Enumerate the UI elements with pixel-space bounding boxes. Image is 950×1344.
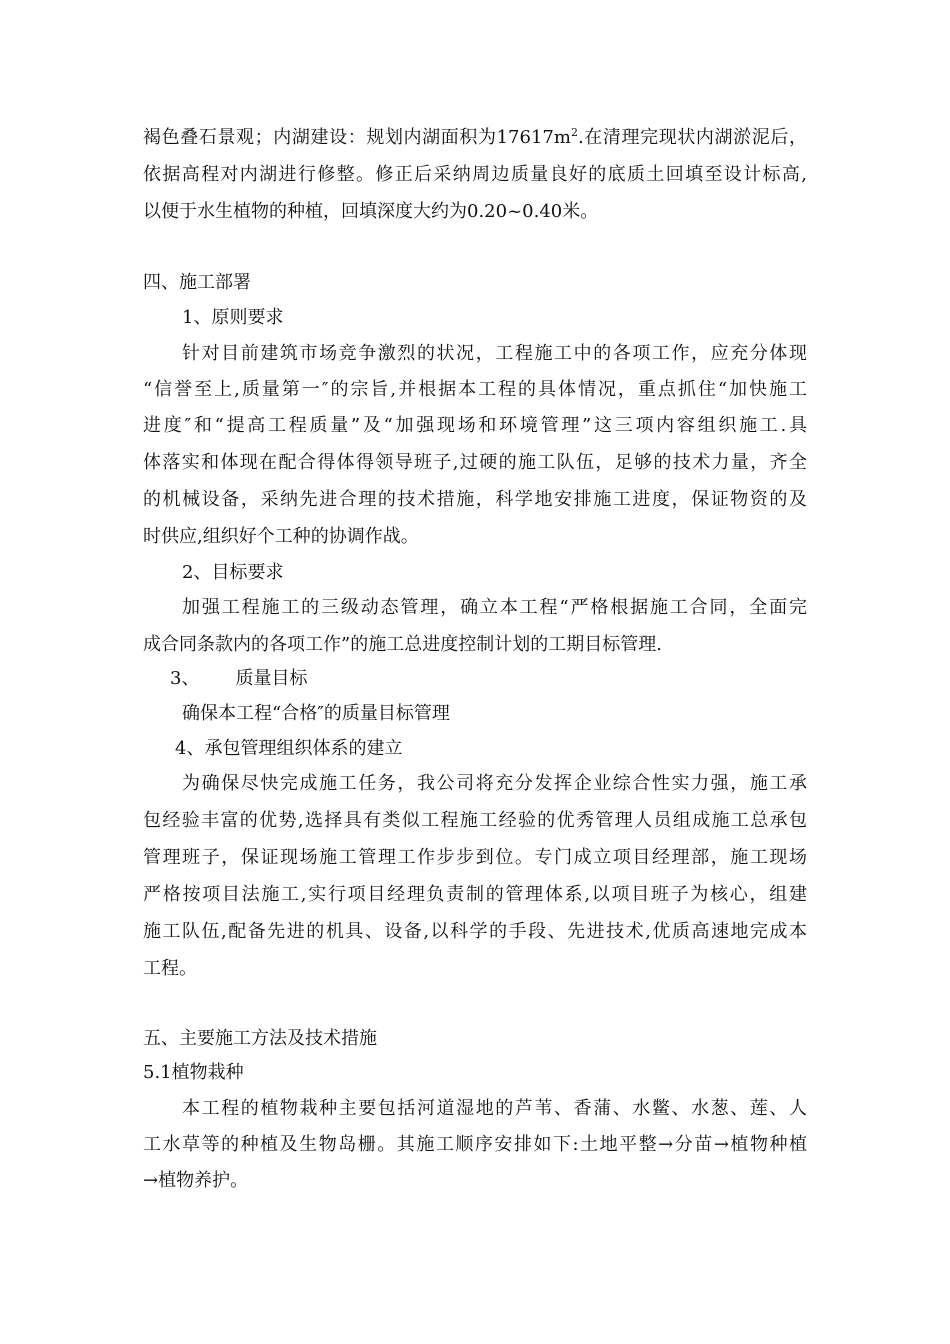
subsection-heading — [170, 668, 307, 690]
subsection-heading: 1、原则要求 — [182, 307, 284, 328]
subsection-heading: 4、承包管理组织体系的建立 — [175, 738, 403, 759]
superscript: 2 — [570, 126, 578, 139]
paragraph-line: 管理班子，保证现场施工管理工作步步到位。专门成立项目经理部，施工现场 — [143, 847, 807, 868]
paragraph-line: 时供应,组织好个工种的协调作战。 — [143, 526, 419, 547]
paragraph-line: “信誉至上,质量第一″的宗旨,并根据本工程的具体情况，重点抓住“加快施工 — [143, 379, 807, 400]
section-heading: 五、主要施工方法及技术措施 — [143, 1028, 377, 1049]
subsection-number: 3、 — [170, 668, 200, 689]
paragraph-line: 工程。 — [143, 958, 197, 979]
paragraph-line: 以便于水生植物的种植，回填深度大约为0.20~0.40米。 — [143, 201, 599, 222]
paragraph-line: 为确保尽快完成施工任务，我公司将充分发挥企业综合性实力强，施工承 — [182, 773, 807, 794]
paragraph-line: 工水草等的种植及生物岛栅。其施工顺序安排如下:土地平整→分苗→植物种植 — [143, 1134, 807, 1155]
paragraph-line: →植物养护。 — [143, 1170, 249, 1191]
paragraph-line: 针对目前建筑市场竞争激烈的状况，工程施工中的各项工作，应充分体现 — [182, 343, 807, 364]
paragraph-line: 施工队伍,配备先进的机具、设备,以科学的手段、先进技术,优质高速地完成本 — [143, 921, 807, 942]
paragraph-line: 进度″和“提高工程质量”及“加强现场和环境管理”这三项内容组织施工.具 — [143, 415, 807, 436]
paragraph-line: 严格按项目法施工,实行项目经理负责制的管理体系,以项目班子为核心，组建 — [143, 884, 807, 905]
subsection-heading: 5.1植物栽种 — [143, 1062, 244, 1083]
text-run: 褐色叠石景观；内湖建设：规划内湖面积为17617m — [143, 127, 571, 148]
section-heading: 四、施工部署 — [143, 272, 251, 293]
text-run: .在清理完现状内湖淤泥后， — [577, 127, 807, 148]
paragraph-line — [143, 127, 807, 149]
paragraph-line: 体落实和体现在配合得体得领导班子,过硬的施工队伍，足够的技术力量，齐全 — [143, 452, 807, 473]
subsection-heading: 2、目标要求 — [182, 562, 284, 583]
paragraph-line: 的机械设备，采纳先进合理的技术措施，科学地安排施工进度，保证物资的及 — [143, 489, 807, 510]
paragraph-line: 依据高程对内湖进行修整。修正后采纳周边质量良好的底质土回填至设计标高, — [143, 164, 807, 185]
paragraph-line: 本工程的植物栽种主要包括河道湿地的芦苇、香蒲、水鳖、水葱、莲、人 — [182, 1098, 807, 1119]
paragraph-line: 确保本工程“合格″的质量目标管理 — [182, 703, 450, 724]
paragraph-line: 包经验丰富的优势,选择具有类似工程施工经验的优秀管理人员组成施工总承包 — [143, 810, 807, 831]
subsection-title: 质量目标 — [235, 668, 308, 689]
paragraph-line: 加强工程施工的三级动态管理，确立本工程“严格根据施工合同，全面完 — [182, 597, 807, 618]
paragraph-line: 成合同条款内的各项工作”的施工总进度控制计划的工期目标管理. — [143, 634, 662, 655]
